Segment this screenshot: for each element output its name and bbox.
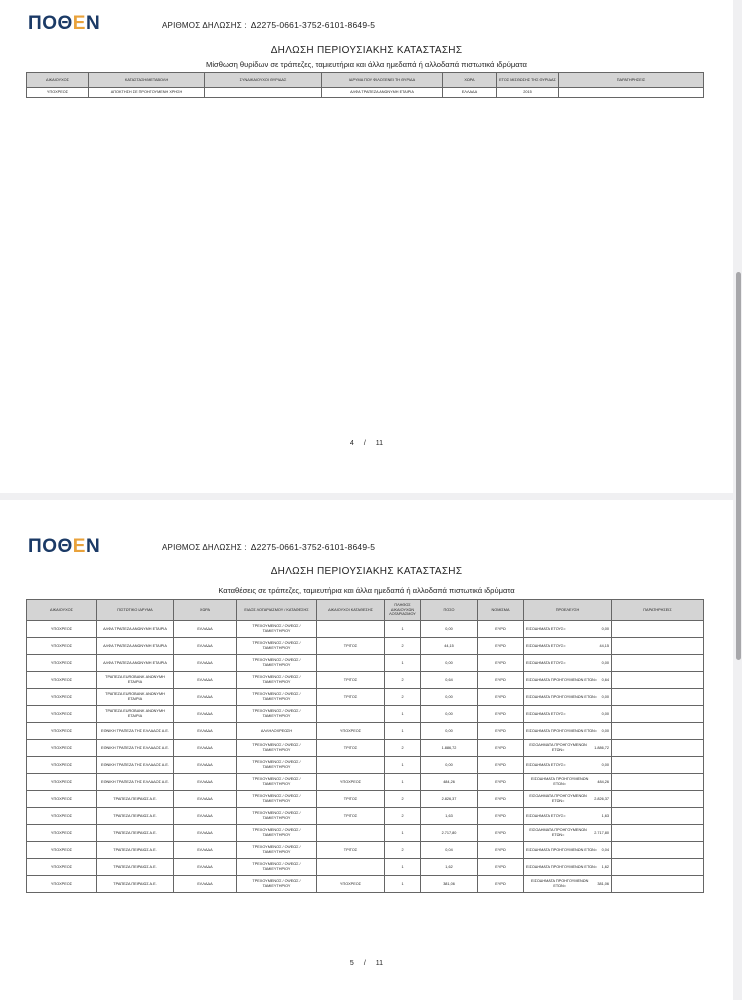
table-cell: ΕΛΛΑΔΑ [174, 672, 237, 689]
table-cell: ΕΛΛΑΔΑ [174, 757, 237, 774]
table-cell [612, 689, 704, 706]
table-cell: 1 [385, 621, 421, 638]
table-cell: 2 [385, 672, 421, 689]
table-cell: 0,64 [421, 672, 478, 689]
table-cell: ΕΥΡΩ [478, 723, 524, 740]
table-cell: ΤΡΙΤΟΣ [317, 808, 385, 825]
table-cell: ΤΡΕΧΟΥΜΕΝΟΣ / ΟΨΕΩΣ / ΤΑΜΙΕΥΤΗΡΙΟΥ [237, 689, 317, 706]
table-cell: ΑΛΛΗΛΟΧΡΕΩΣΗ [237, 723, 317, 740]
document-page-5 [0, 500, 733, 1000]
provenance-amount: 1,63 [601, 813, 609, 818]
table-cell [612, 621, 704, 638]
table-row [27, 723, 704, 740]
table-cell: 1 [385, 655, 421, 672]
table-cell: ΤΡΙΤΟΣ [317, 689, 385, 706]
table-cell: 2 [385, 808, 421, 825]
column-header: ΧΩΡΑ [443, 73, 497, 88]
provenance-cell [524, 689, 612, 706]
document-page-4 [0, 0, 733, 493]
table-cell: ΕΛΛΑΔΑ [174, 655, 237, 672]
provenance-amount: 0,00 [601, 626, 609, 631]
table-cell: ΤΡΕΧΟΥΜΕΝΟΣ / ΟΨΕΩΣ / ΤΑΜΙΕΥΤΗΡΙΟΥ [237, 621, 317, 638]
provenance-amount: 0,00 [601, 762, 609, 767]
table-row [27, 706, 704, 723]
table-cell [612, 791, 704, 808]
table-cell: 1 [385, 825, 421, 842]
table-row [27, 791, 704, 808]
column-header: ΣΥΝΔΙΚΑΙΟΥΧΟΙ ΘΥΡΙΔΑΣ [205, 73, 322, 88]
table-cell: ΕΛΛΑΔΑ [174, 689, 237, 706]
table-cell: ΕΥΡΩ [478, 859, 524, 876]
section-title-safe-deposit: Μίσθωση θυρίδων σε τράπεζες, ταμιευτήρια και άλλα ημεδαπά ή αλλοδαπά πιστωτικά ιδρύματα [206, 60, 527, 69]
table-cell: ΑΛΦΑ ΤΡΑΠΕΖΑ ΑΝΩΝΥΜΗ ΕΤΑΙΡΙΑ [97, 638, 174, 655]
table-cell: 2.717,80 [421, 825, 478, 842]
table-cell: ΕΛΛΑΔΑ [174, 876, 237, 893]
provenance-amount: 2.826,37 [594, 796, 609, 801]
table-cell: ΥΠΟΧΡΕΟΣ [27, 88, 89, 98]
table-cell: ΤΡΑΠΕΖΑ ΠΕΙΡΑΙΩΣ Α.Ε. [97, 842, 174, 859]
provenance-cell [524, 706, 612, 723]
table-cell: ΥΠΟΧΡΕΟΣ [27, 842, 97, 859]
table-row [27, 876, 704, 893]
table-cell: 2.826,37 [421, 791, 478, 808]
table-cell: ΕΥΡΩ [478, 740, 524, 757]
table-cell: ΤΡΕΧΟΥΜΕΝΟΣ / ΟΨΕΩΣ / ΤΑΜΙΕΥΤΗΡΙΟΥ [237, 740, 317, 757]
table-cell: ΥΠΟΧΡΕΟΣ [27, 621, 97, 638]
provenance-label: ΕΙΣΟΔΗΜΑΤΑ ΠΡΟΗΓΟΥΜΕΝΩΝ ΕΤΩΝ= [529, 743, 587, 752]
table-cell: 1 [385, 757, 421, 774]
table-cell [317, 706, 385, 723]
table-cell: ΥΠΟΧΡΕΟΣ [27, 859, 97, 876]
table-cell: ΥΠΟΧΡΕΟΣ [27, 689, 97, 706]
table-cell [612, 706, 704, 723]
provenance-cell [524, 842, 612, 859]
table-cell: ΥΠΟΧΡΕΟΣ [27, 757, 97, 774]
table-cell: ΑΛΦΑ ΤΡΑΠΕΖΑ ΑΝΩΝΥΜΗ ΕΤΑΙΡΙΑ [322, 88, 443, 98]
table-cell: ΕΥΡΩ [478, 825, 524, 842]
table-cell: ΕΥΡΩ [478, 876, 524, 893]
declaration-value: Δ2275-0661-3752-6101-8649-5 [250, 20, 376, 30]
provenance-label: ΕΙΣΟΔΗΜΑΤΑ ΕΤΟΥΣ= [526, 813, 566, 818]
table-cell [612, 655, 704, 672]
table-cell: 2 [385, 740, 421, 757]
column-header: ΠΡΟΕΛΕΥΣΗ [524, 600, 612, 621]
table-cell [317, 757, 385, 774]
table-cell: ΕΛΛΑΔΑ [174, 706, 237, 723]
table-cell: ΕΛΛΑΔΑ [174, 621, 237, 638]
table-cell [317, 621, 385, 638]
table-cell: ΕΛΛΑΔΑ [174, 808, 237, 825]
provenance-amount: 1.886,72 [594, 745, 609, 750]
table-cell: ΕΛΛΑΔΑ [174, 791, 237, 808]
provenance-label: ΕΙΣΟΔΗΜΑΤΑ ΠΡΟΗΓΟΥΜΕΝΩΝ ΕΤΩΝ= [529, 794, 587, 803]
column-header: ΠΑΡΑΤΗΡΗΣΕΙΣ [612, 600, 704, 621]
table-cell: ΕΥΡΩ [478, 791, 524, 808]
table-cell: 2 [385, 638, 421, 655]
vertical-scrollbar[interactable] [736, 272, 741, 660]
table-cell: ΥΠΟΧΡΕΟΣ [27, 723, 97, 740]
table-row [27, 88, 704, 98]
table-cell: ΥΠΟΧΡΕΟΣ [27, 672, 97, 689]
table-cell: ΕΛΛΑΔΑ [174, 774, 237, 791]
table-cell: ΥΠΟΧΡΕΟΣ [317, 876, 385, 893]
table-cell: ΥΠΟΧΡΕΟΣ [27, 808, 97, 825]
section-title-deposits: Καταθέσεις σε τράπεζες, ταμιευτήρια και άλλα ημεδαπά ή αλλοδαπά πιστωτικά ιδρύματα [218, 586, 515, 595]
provenance-amount: 0,00 [601, 711, 609, 716]
table-row [27, 655, 704, 672]
table-row [27, 638, 704, 655]
safe-deposit-table [26, 72, 704, 98]
declaration-label: ΑΡΙΘΜΟΣ ΔΗΛΩΣΗΣ : [162, 21, 247, 30]
table-cell: ΕΛΛΑΔΑ [443, 88, 497, 98]
column-header: ΠΑΡΑΤΗΡΗΣΕΙΣ [559, 73, 704, 88]
table-cell: ΤΡΙΤΟΣ [317, 672, 385, 689]
table-row [27, 808, 704, 825]
page-number: 5 / 11 [349, 960, 384, 967]
table-cell: 2 [385, 842, 421, 859]
table-cell: ΤΡΕΧΟΥΜΕΝΟΣ / ΟΨΕΩΣ / ΤΑΜΙΕΥΤΗΡΙΟΥ [237, 672, 317, 689]
table-row [27, 757, 704, 774]
table-cell: ΤΡΑΠΕΖΑ ΠΕΙΡΑΙΩΣ Α.Ε. [97, 876, 174, 893]
table-cell: ΥΠΟΧΡΕΟΣ [27, 774, 97, 791]
table-cell: ΤΡΕΧΟΥΜΕΝΟΣ / ΟΨΕΩΣ / ΤΑΜΙΕΥΤΗΡΙΟΥ [237, 825, 317, 842]
deposits-table-body [27, 621, 704, 893]
document-title: ΔΗΛΩΣΗ ΠΕΡΙΟΥΣΙΑΚΗΣ ΚΑΤΑΣΤΑΣΗΣ [270, 566, 463, 577]
provenance-cell [524, 672, 612, 689]
column-header: ΕΙΔΟΣ ΛΟΓΑΡΙΑΣΜΟΥ / ΚΑΤΑΘΕΣΗΣ [237, 600, 317, 621]
table-cell: ΤΡΕΧΟΥΜΕΝΟΣ / ΟΨΕΩΣ / ΤΑΜΙΕΥΤΗΡΙΟΥ [237, 876, 317, 893]
table-cell: ΥΠΟΧΡΕΟΣ [27, 791, 97, 808]
provenance-cell [524, 791, 612, 808]
table-cell: ΕΘΝΙΚΗ ΤΡΑΠΕΖΑ ΤΗΣ ΕΛΛΑΔΟΣ Α.Ε. [97, 774, 174, 791]
column-header: ΠΛΗΘΟΣ ΔΙΚΑΙΟΥΧΩΝ ΛΟΓΑΡΙΑΣΜΟΥ [385, 600, 421, 621]
table-cell: ΕΛΛΑΔΑ [174, 859, 237, 876]
provenance-label: ΕΙΣΟΔΗΜΑΤΑ ΕΤΟΥΣ= [526, 762, 566, 767]
provenance-cell [524, 723, 612, 740]
table-cell: ΤΡΑΠΕΖΑ EUROBANK ΑΝΩΝΥΜΗ ΕΤΑΙΡΙΑ [97, 672, 174, 689]
table-cell: 1,63 [421, 808, 478, 825]
pothen-logo: ΠΟΘΕΝ [28, 13, 101, 34]
provenance-cell [524, 740, 612, 757]
table-cell: ΤΡΑΠΕΖΑ ΠΕΙΡΑΙΩΣ Α.Ε. [97, 825, 174, 842]
table-cell: ΤΡΕΧΟΥΜΕΝΟΣ / ΟΨΕΩΣ / ΤΑΜΙΕΥΤΗΡΙΟΥ [237, 791, 317, 808]
page-number: 4 / 11 [349, 440, 384, 447]
table-cell [612, 740, 704, 757]
table-cell [612, 672, 704, 689]
table-cell: 0,00 [421, 706, 478, 723]
table-cell [612, 757, 704, 774]
table-cell: ΕΥΡΩ [478, 638, 524, 655]
table-cell: ΤΡΙΤΟΣ [317, 638, 385, 655]
table-cell [559, 88, 704, 98]
table-cell: ΕΥΡΩ [478, 689, 524, 706]
table-cell: 0,00 [421, 655, 478, 672]
table-cell: 1.886,72 [421, 740, 478, 757]
table-cell [612, 859, 704, 876]
table-cell: ΕΥΡΩ [478, 672, 524, 689]
table-cell: 1 [385, 706, 421, 723]
table-cell: ΕΘΝΙΚΗ ΤΡΑΠΕΖΑ ΤΗΣ ΕΛΛΑΔΟΣ Α.Ε. [97, 740, 174, 757]
table-row [27, 672, 704, 689]
document-title: ΔΗΛΩΣΗ ΠΕΡΙΟΥΣΙΑΚΗΣ ΚΑΤΑΣΤΑΣΗΣ [270, 45, 463, 56]
table-cell: ΕΥΡΩ [478, 655, 524, 672]
deposits-table [26, 599, 704, 893]
declaration-label: ΑΡΙΘΜΟΣ ΔΗΛΩΣΗΣ : [162, 543, 247, 552]
column-header: ΔΙΚΑΙΟΥΧΟΣ [27, 73, 89, 88]
table-cell: ΕΥΡΩ [478, 808, 524, 825]
table-row [27, 859, 704, 876]
table-cell: ΥΠΟΧΡΕΟΣ [27, 740, 97, 757]
table-cell [612, 774, 704, 791]
table-cell: ΥΠΟΧΡΕΟΣ [27, 638, 97, 655]
table-cell: ΕΘΝΙΚΗ ΤΡΑΠΕΖΑ ΤΗΣ ΕΛΛΑΔΟΣ Α.Ε. [97, 723, 174, 740]
table-cell: 0,00 [421, 621, 478, 638]
table-cell [612, 808, 704, 825]
table-row [27, 774, 704, 791]
table-cell: ΕΛΛΑΔΑ [174, 842, 237, 859]
table-cell: ΑΛΦΑ ΤΡΑΠΕΖΑ ΑΝΩΝΥΜΗ ΕΤΑΙΡΙΑ [97, 621, 174, 638]
table-cell: ΥΠΟΧΡΕΟΣ [317, 774, 385, 791]
table-cell: ΕΛΛΑΔΑ [174, 740, 237, 757]
table-cell: ΤΡΕΧΟΥΜΕΝΟΣ / ΟΨΕΩΣ / ΤΑΜΙΕΥΤΗΡΙΟΥ [237, 774, 317, 791]
table-cell [612, 842, 704, 859]
provenance-amount: 0,04 [601, 847, 609, 852]
provenance-label: ΕΙΣΟΔΗΜΑΤΑ ΕΤΟΥΣ= [526, 711, 566, 716]
provenance-cell [524, 825, 612, 842]
table-cell: ΤΡΙΤΟΣ [317, 740, 385, 757]
table-cell: ΑΠΟΚΤΗΣΗ ΣΕ ΠΡΟΗΓΟΥΜΕΝΗ ΧΡΗΣΗ [89, 88, 205, 98]
column-header: ΝΟΜΙΣΜΑ [478, 600, 524, 621]
table-cell [612, 825, 704, 842]
table-cell: 1 [385, 723, 421, 740]
table-cell: 484,26 [421, 774, 478, 791]
pothen-logo: ΠΟΘΕΝ [28, 536, 101, 557]
provenance-cell [524, 621, 612, 638]
provenance-label: ΕΙΣΟΔΗΜΑΤΑ ΕΤΟΥΣ= [526, 626, 566, 631]
table-cell: 0,00 [421, 723, 478, 740]
table-cell: 1,62 [421, 859, 478, 876]
table-cell: ΥΠΟΧΡΕΟΣ [27, 876, 97, 893]
column-header: ΔΙΚΑΙΟΥΧΟΙ ΚΑΤΑΘΕΣΗΣ [317, 600, 385, 621]
declaration-number [162, 20, 375, 30]
table-cell: 0,00 [421, 689, 478, 706]
table-cell: ΤΡΕΧΟΥΜΕΝΟΣ / ΟΨΕΩΣ / ΤΑΜΙΕΥΤΗΡΙΟΥ [237, 638, 317, 655]
table-cell: ΥΠΟΧΡΕΟΣ [27, 655, 97, 672]
provenance-amount: 2.717,80 [594, 830, 609, 835]
table-cell: 1 [385, 774, 421, 791]
table-cell: ΤΡΑΠΕΖΑ EUROBANK ΑΝΩΝΥΜΗ ΕΤΑΙΡΙΑ [97, 689, 174, 706]
table-cell: ΕΥΡΩ [478, 774, 524, 791]
declaration-value: Δ2275-0661-3752-6101-8649-5 [250, 542, 376, 552]
table-cell [612, 723, 704, 740]
table-cell: ΥΠΟΧΡΕΟΣ [27, 706, 97, 723]
provenance-cell [524, 757, 612, 774]
table-cell: ΤΡΑΠΕΖΑ ΠΕΙΡΑΙΩΣ Α.Ε. [97, 808, 174, 825]
table-row [27, 689, 704, 706]
table-cell: ΤΡΑΠΕΖΑ EUROBANK ΑΝΩΝΥΜΗ ΕΤΑΙΡΙΑ [97, 706, 174, 723]
provenance-label: ΕΙΣΟΔΗΜΑΤΑ ΠΡΟΗΓΟΥΜΕΝΩΝ ΕΤΩΝ= [529, 828, 587, 837]
column-header: ΚΑΤΑΣΤΑΣΗ/ΜΕΤΑΒΟΛΗ [89, 73, 205, 88]
provenance-label: ΕΙΣΟΔΗΜΑΤΑ ΕΤΟΥΣ= [526, 643, 566, 648]
table-cell: ΕΛΛΑΔΑ [174, 723, 237, 740]
provenance-amount: 0,00 [601, 728, 609, 733]
provenance-cell [524, 638, 612, 655]
table-cell: 381,06 [421, 876, 478, 893]
provenance-cell [524, 808, 612, 825]
provenance-label: ΕΙΣΟΔΗΜΑΤΑ ΠΡΟΗΓΟΥΜΕΝΩΝ ΕΤΩΝ= [526, 847, 597, 852]
column-header: ΧΩΡΑ [174, 600, 237, 621]
table-cell: ΕΥΡΩ [478, 706, 524, 723]
provenance-amount: 1,62 [601, 864, 609, 869]
provenance-amount: 44,15 [599, 643, 609, 648]
provenance-label: ΕΙΣΟΔΗΜΑΤΑ ΕΤΟΥΣ= [526, 660, 566, 665]
table-cell [317, 825, 385, 842]
table-row [27, 825, 704, 842]
provenance-cell [524, 655, 612, 672]
table-cell: 1 [385, 859, 421, 876]
table-cell: ΤΡΑΠΕΖΑ ΠΕΙΡΑΙΩΣ Α.Ε. [97, 859, 174, 876]
provenance-label: ΕΙΣΟΔΗΜΑΤΑ ΠΡΟΗΓΟΥΜΕΝΩΝ ΕΤΩΝ= [526, 864, 597, 869]
table-cell: ΤΡΕΧΟΥΜΕΝΟΣ / ΟΨΕΩΣ / ΤΑΜΙΕΥΤΗΡΙΟΥ [237, 859, 317, 876]
table-cell: ΤΡΕΧΟΥΜΕΝΟΣ / ΟΨΕΩΣ / ΤΑΜΙΕΥΤΗΡΙΟΥ [237, 706, 317, 723]
provenance-amount: 484,26 [597, 779, 609, 784]
table-cell: ΕΘΝΙΚΗ ΤΡΑΠΕΖΑ ΤΗΣ ΕΛΛΑΔΟΣ Α.Ε. [97, 757, 174, 774]
provenance-amount: 0,00 [601, 660, 609, 665]
table-cell: 2015 [497, 88, 559, 98]
table-row [27, 621, 704, 638]
table-cell [205, 88, 322, 98]
table-cell: ΥΠΟΧΡΕΟΣ [27, 825, 97, 842]
provenance-amount: 381,06 [597, 881, 609, 886]
column-header: ΙΔΡΥΜΑ ΠΟΥ ΦΙΛΟΞΕΝΕΙ ΤΗ ΘΥΡΙΔΑ [322, 73, 443, 88]
table-cell: ΤΡΕΧΟΥΜΕΝΟΣ / ΟΨΕΩΣ / ΤΑΜΙΕΥΤΗΡΙΟΥ [237, 757, 317, 774]
table-cell [612, 876, 704, 893]
table-cell: 2 [385, 689, 421, 706]
table-cell [317, 859, 385, 876]
table-cell: ΤΡΕΧΟΥΜΕΝΟΣ / ΟΨΕΩΣ / ΤΑΜΙΕΥΤΗΡΙΟΥ [237, 842, 317, 859]
provenance-label: ΕΙΣΟΔΗΜΑΤΑ ΠΡΟΗΓΟΥΜΕΝΩΝ ΕΤΩΝ= [526, 677, 597, 682]
table-cell: ΤΡΕΧΟΥΜΕΝΟΣ / ΟΨΕΩΣ / ΤΑΜΙΕΥΤΗΡΙΟΥ [237, 655, 317, 672]
column-header: ΠΙΣΤΩΤΙΚΟ ΙΔΡΥΜΑ [97, 600, 174, 621]
table-header-row [27, 600, 704, 621]
table-cell: 0,00 [421, 757, 478, 774]
table-cell: ΑΛΦΑ ΤΡΑΠΕΖΑ ΑΝΩΝΥΜΗ ΕΤΑΙΡΙΑ [97, 655, 174, 672]
table-cell: 0,04 [421, 842, 478, 859]
table-cell [317, 655, 385, 672]
provenance-label: ΕΙΣΟΔΗΜΑΤΑ ΠΡΟΗΓΟΥΜΕΝΩΝ ΕΤΩΝ= [531, 879, 589, 888]
provenance-label: ΕΙΣΟΔΗΜΑΤΑ ΠΡΟΗΓΟΥΜΕΝΩΝ ΕΤΩΝ= [526, 728, 597, 733]
table-cell: 1 [385, 876, 421, 893]
table-cell: ΕΥΡΩ [478, 757, 524, 774]
table-cell: ΤΡΙΤΟΣ [317, 791, 385, 808]
provenance-amount: 0,64 [601, 677, 609, 682]
table-cell: ΕΛΛΑΔΑ [174, 825, 237, 842]
column-header: ΠΟΣΟ [421, 600, 478, 621]
table-cell [612, 638, 704, 655]
table-cell: ΕΥΡΩ [478, 621, 524, 638]
provenance-label: ΕΙΣΟΔΗΜΑΤΑ ΠΡΟΗΓΟΥΜΕΝΩΝ ΕΤΩΝ= [526, 694, 597, 699]
table-cell: 44,15 [421, 638, 478, 655]
table-row [27, 740, 704, 757]
table-row [27, 842, 704, 859]
table-header-row [27, 73, 704, 88]
provenance-cell [524, 774, 612, 791]
table-cell: ΤΡΕΧΟΥΜΕΝΟΣ / ΟΨΕΩΣ / ΤΑΜΙΕΥΤΗΡΙΟΥ [237, 808, 317, 825]
table-cell: 2 [385, 791, 421, 808]
table-cell: ΥΠΟΧΡΕΟΣ [317, 723, 385, 740]
provenance-label: ΕΙΣΟΔΗΜΑΤΑ ΠΡΟΗΓΟΥΜΕΝΩΝ ΕΤΩΝ= [531, 777, 589, 786]
provenance-cell [524, 876, 612, 893]
provenance-cell [524, 859, 612, 876]
table-cell: ΕΥΡΩ [478, 842, 524, 859]
provenance-amount: 0,00 [601, 694, 609, 699]
table-cell: ΤΡΑΠΕΖΑ ΠΕΙΡΑΙΩΣ Α.Ε. [97, 791, 174, 808]
table-cell: ΕΛΛΑΔΑ [174, 638, 237, 655]
column-header: ΕΤΟΣ ΜΙΣΘΩΣΗΣ ΤΗΣ ΘΥΡΙΔΑΣ [497, 73, 559, 88]
declaration-number [162, 542, 375, 552]
table-cell: ΤΡΙΤΟΣ [317, 842, 385, 859]
column-header: ΔΙΚΑΙΟΥΧΟΣ [27, 600, 97, 621]
